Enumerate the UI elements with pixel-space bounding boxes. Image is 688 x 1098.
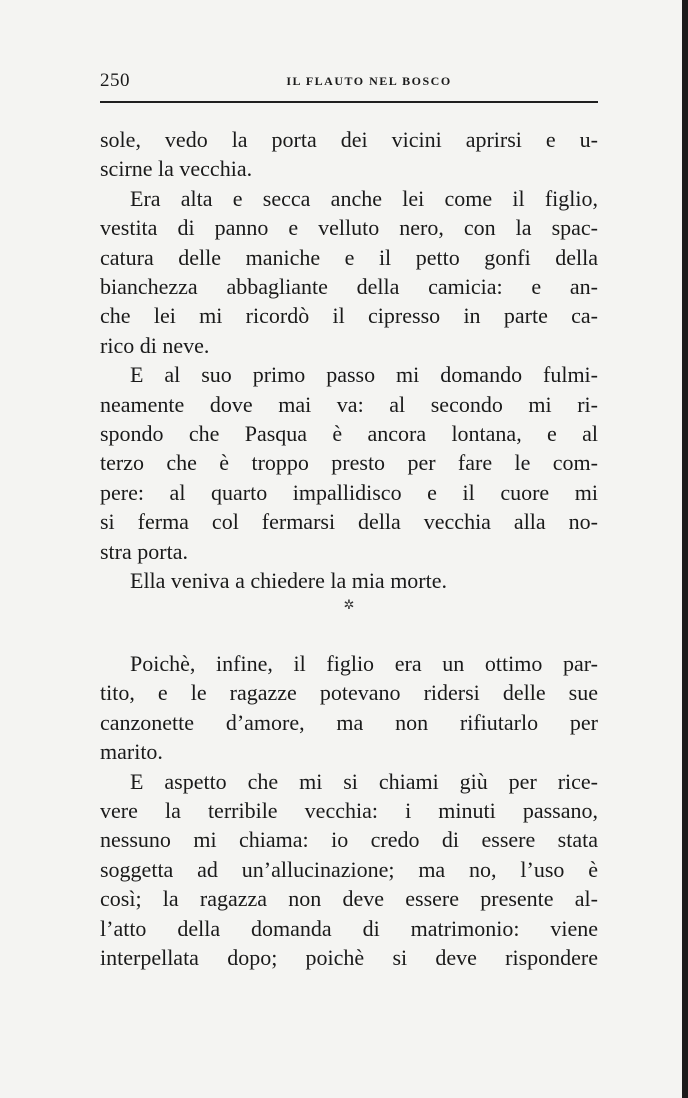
text-line: Era alta e secca anche lei come il figlio, xyxy=(130,185,598,211)
text-line: bianchezza abbagliante della camicia: e an- xyxy=(100,274,598,300)
text-line: tito, e le ragazze potevano ridersi delle sue xyxy=(100,680,598,706)
text-line: sole, vedo la porta dei vicini aprirsi e u- xyxy=(100,127,598,152)
text-line: così; la ragazza non deve essere presente al- xyxy=(100,886,598,912)
text-line: si ferma col fermarsi della vecchia alla no- xyxy=(100,509,598,535)
running-header xyxy=(100,68,598,98)
header-rule xyxy=(100,101,598,103)
page-number: 250 xyxy=(100,70,130,91)
text-line: scirne la vecchia. xyxy=(100,156,253,182)
text-line: Poichè, infine, il figlio era un ottimo par- xyxy=(130,651,598,676)
text-line: interpellata dopo; poichè si deve rispondere xyxy=(100,945,598,971)
running-title: IL FLAUTO NEL BOSCO xyxy=(286,74,452,88)
text-line: E aspetto che mi si chiami giù per rice- xyxy=(130,768,598,794)
text-line: E al suo primo passo mi domando fulmi- xyxy=(130,362,598,388)
text-line: marito. xyxy=(100,739,163,765)
text-line: soggetta ad un’allucinazione; ma no, l’uso è xyxy=(100,856,598,882)
text-section-1 xyxy=(100,125,598,596)
text-line: rico di neve. xyxy=(100,332,210,358)
text-line: terzo che è troppo presto per fare le com- xyxy=(100,450,598,476)
text-line: vestita di panno e velluto nero, con la spac- xyxy=(100,215,598,241)
text-line: catura delle maniche e il petto gonfi della xyxy=(100,244,598,270)
text-section-2 xyxy=(100,649,598,972)
text-line: pere: al quarto impallidisco e il cuore mi xyxy=(100,479,598,505)
text-line: canzonette d’amore, ma non rifiutarlo per xyxy=(100,709,598,735)
text-line: vere la terribile vecchia: i minuti passano, xyxy=(100,798,598,824)
page-edge xyxy=(682,0,688,1098)
text-line: Ella veniva a chiedere la mia morte. xyxy=(130,568,448,594)
text-line: spondo che Pasqua è ancora lontana, e al xyxy=(100,421,598,447)
section-separator-ornament: ✲ xyxy=(343,598,355,613)
text-line: l’atto della domanda di matrimonio: viene xyxy=(100,915,598,941)
text-line: neamente dove mai va: al secondo mi ri- xyxy=(100,391,598,417)
text-line: stra porta. xyxy=(100,538,188,564)
text-line: nessuno mi chiama: io credo di essere stata xyxy=(100,827,598,853)
text-line: che lei mi ricordò il cipresso in parte ca- xyxy=(100,303,598,329)
